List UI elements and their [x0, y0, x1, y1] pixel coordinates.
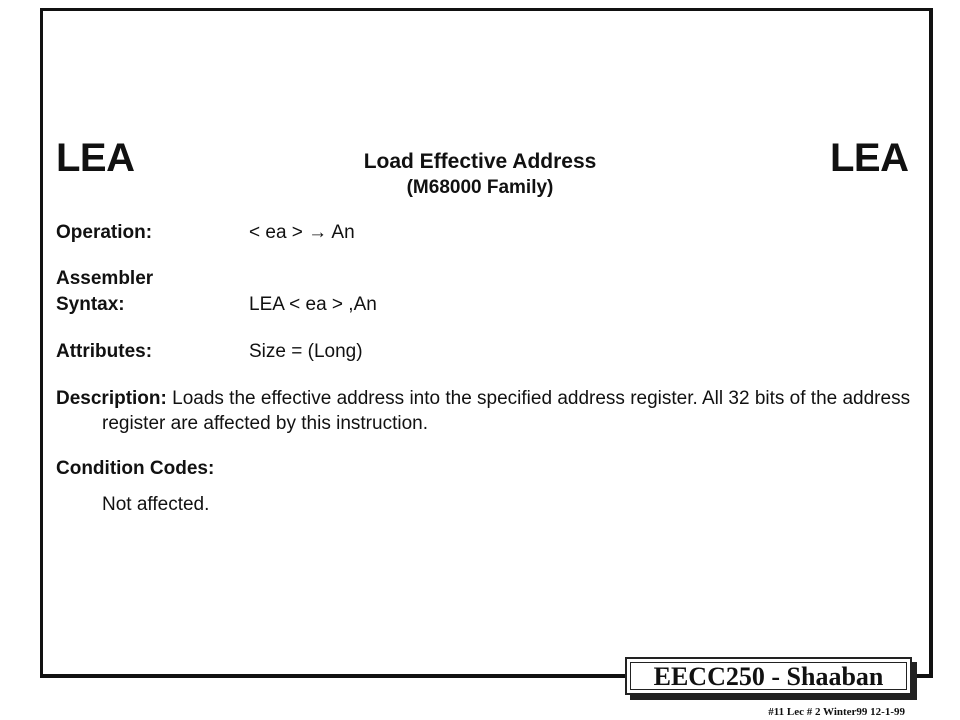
mnemonic-right: LEA [830, 136, 909, 180]
condition-codes-label: Condition Codes: [56, 458, 215, 479]
course-footer-title: EECC250 - Shaaban [630, 662, 907, 690]
operation-label: Operation: [56, 222, 153, 243]
assembler-value: LEA < ea > ,An [249, 294, 377, 315]
attributes-label: Attributes: [56, 341, 153, 362]
description-label: Description: [56, 388, 167, 409]
slide-frame [40, 8, 933, 678]
operation-value: < ea > → An [249, 222, 355, 243]
description-text: Loads the effective address into the specified address register. All 32 bits of the address register are affected by this instruction. [102, 388, 911, 434]
attributes-value: Size = (Long) [249, 341, 363, 362]
course-footer-box [625, 657, 912, 695]
instruction-subtitle: (M68000 Family) [406, 177, 554, 198]
assembler-label-line2: Syntax: [56, 294, 125, 315]
condition-codes-value: Not affected. [102, 494, 210, 515]
instruction-title: Load Effective Address [363, 150, 597, 173]
mnemonic-left: LEA [56, 136, 135, 180]
description-block [56, 386, 920, 436]
lecture-meta: #11 Lec # 2 Winter99 12-1-99 [768, 706, 905, 718]
assembler-label-line1: Assembler [56, 268, 154, 289]
